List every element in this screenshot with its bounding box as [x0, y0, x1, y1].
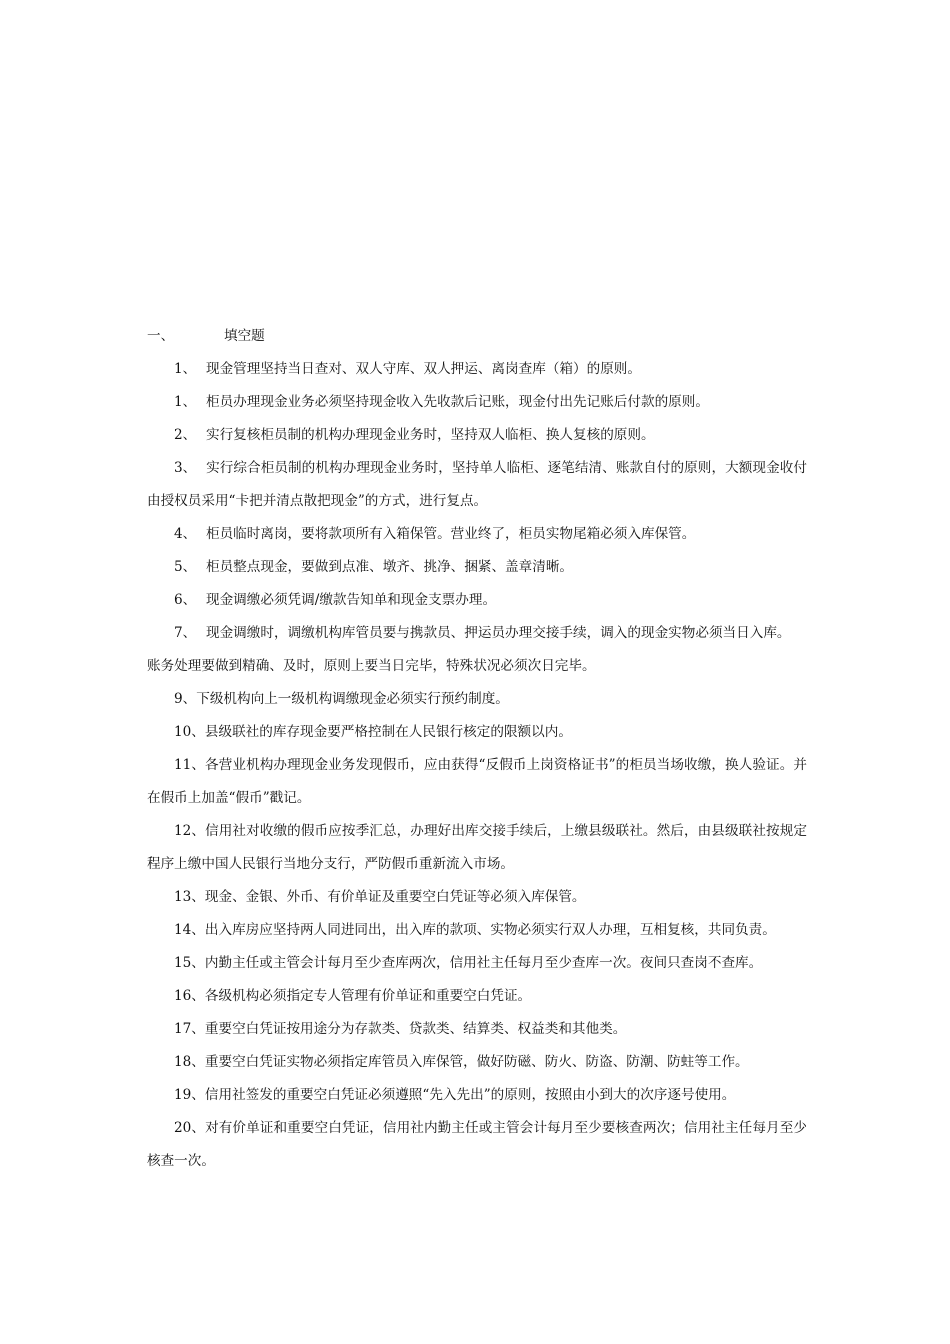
- item-text: 18、重要空白凭证实物必须指定库管员入库保管，做好防磁、防火、防盗、防潮、防蛀等工作。: [174, 1054, 749, 1070]
- list-item: [147, 881, 807, 914]
- item-marker: 4、: [174, 526, 197, 542]
- list-item: [147, 1013, 807, 1046]
- item-text: 柜员整点现金，要做到点准、墩齐、挑净、捆紧、盖章清晰。: [206, 559, 574, 575]
- item-text: 现金管理坚持当日查对、双人守库、双人押运、离岗查库（箱）的原则。: [206, 361, 641, 377]
- list-item: [147, 617, 807, 650]
- item-text: 14、出入库房应坚持两人同进同出，出入库的款项、实物必须实行双人办理，互相复核，共同负责。: [174, 922, 776, 938]
- list-item: [147, 749, 807, 815]
- item-text: 10、县级联社的库存现金要严格控制在人民银行核定的限额以内。: [174, 724, 572, 740]
- item-text: 实行综合柜员制的机构办理现金业务时，坚持单人临柜、逐笔结清、账款自付的原则，大额现金收付由授权员采用“卡把并清点散把现金”的方式，进行复点。: [147, 460, 807, 509]
- list-item: [147, 551, 807, 584]
- item-text: 20、对有价单证和重要空白凭证，信用社内勤主任或主管会计每月至少要核查两次；信用社主任每月至少核查一次。: [147, 1120, 807, 1169]
- list-item: [147, 650, 807, 683]
- list-item: [147, 386, 807, 419]
- list-item: [147, 815, 807, 881]
- section-number: 一、: [147, 328, 175, 344]
- item-marker: 3、: [174, 460, 197, 476]
- list-item: [147, 683, 807, 716]
- item-marker: 7、: [174, 625, 197, 641]
- item-text: 16、各级机构必须指定专人管理有价单证和重要空白凭证。: [174, 988, 532, 1004]
- item-text: 9、下级机构向上一级机构调缴现金必须实行预约制度。: [174, 691, 509, 707]
- item-text: 柜员临时离岗，要将款项所有入箱保管。营业终了，柜员实物尾箱必须入库保管。: [206, 526, 696, 542]
- list-item: [147, 584, 807, 617]
- list-item: [147, 452, 807, 518]
- list-item: [147, 980, 807, 1013]
- list-item: [147, 419, 807, 452]
- item-text: 现金调缴必须凭调/缴款告知单和现金支票办理。: [206, 592, 497, 608]
- list-item: [147, 353, 807, 386]
- item-text: 11、各营业机构办理现金业务发现假币，应由获得“反假币上岗资格证书”的柜员当场收缴，换人验证。并在假币上加盖“假币”戳记。: [147, 757, 807, 806]
- item-text: 账务处理要做到精确、及时，原则上要当日完毕，特殊状况必须次日完毕。: [147, 658, 596, 674]
- item-marker: 5、: [174, 559, 197, 575]
- item-marker: 1、: [174, 394, 197, 410]
- item-text: 17、重要空白凭证按用途分为存款类、贷款类、结算类、权益类和其他类。: [174, 1021, 627, 1037]
- item-marker: 2、: [174, 427, 197, 443]
- list-item: [147, 1079, 807, 1112]
- item-text: 13、现金、金银、外币、有价单证及重要空白凭证等必须入库保管。: [174, 889, 586, 905]
- item-text: 柜员办理现金业务必须坚持现金收入先收款后记账，现金付出先记账后付款的原则。: [206, 394, 709, 410]
- item-marker: 1、: [174, 361, 197, 377]
- item-text: 15、内勤主任或主管会计每月至少查库两次，信用社主任每月至少查库一次。夜间只查岗不查库。: [174, 955, 763, 971]
- list-item: [147, 518, 807, 551]
- document-body: [147, 320, 807, 1178]
- list-item: [147, 716, 807, 749]
- list-item: [147, 914, 807, 947]
- item-marker: 6、: [174, 592, 197, 608]
- section-heading: [147, 320, 807, 353]
- item-text: 现金调缴时，调缴机构库管员要与携款员、押运员办理交接手续，调入的现金实物必须当日入库。: [206, 625, 791, 641]
- item-text: 实行复核柜员制的机构办理现金业务时，坚持双人临柜、换人复核的原则。: [206, 427, 655, 443]
- list-item: [147, 947, 807, 980]
- item-text: 12、信用社对收缴的假币应按季汇总，办理好出库交接手续后，上缴县级联社。然后，由县级联社按规定程序上缴中国人民银行当地分支行，严防假币重新流入市场。: [147, 823, 807, 872]
- section-title: 填空题: [224, 328, 265, 344]
- list-item: [147, 1046, 807, 1079]
- item-text: 19、信用社签发的重要空白凭证必须遵照“先入先出”的原则，按照由小到大的次序逐号使用。: [174, 1087, 736, 1103]
- list-item: [147, 1112, 807, 1178]
